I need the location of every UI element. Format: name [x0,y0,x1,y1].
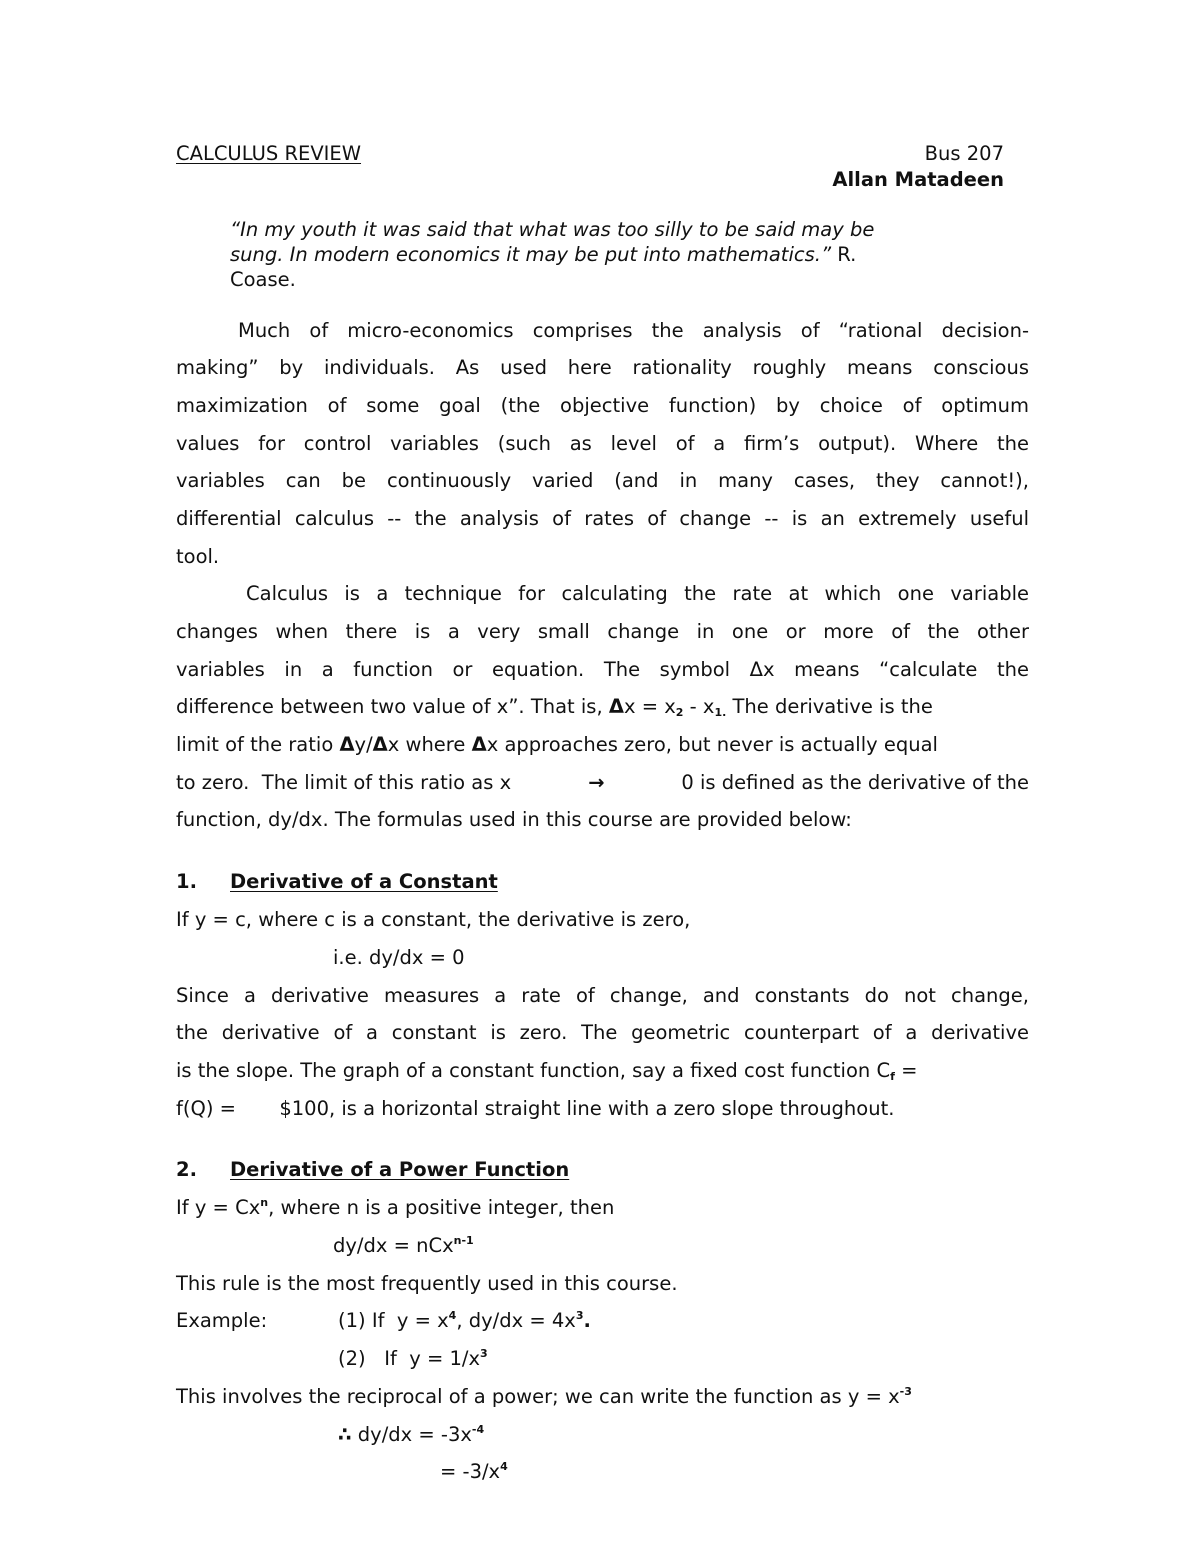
superscript-n-minus-1: n-1 [453,1234,474,1247]
result-line-2-text: = -3/x [440,1460,501,1483]
superscript-minus-4: -4 [471,1423,485,1436]
quote-line-3: Coase. [230,268,296,291]
superscript-n: n [260,1196,269,1209]
section-1-line-2: Since a derivative measures a rate of change, and constants do not change, [176,984,1029,1007]
example-1 [338,1309,591,1333]
delta-symbol: Δ [339,733,355,756]
section-2-line-1 [176,1196,614,1220]
para2-line-5-text-a: limit of the ratio [176,733,334,756]
section-2-line-3-text: This involves the reciprocal of a power; we can write the function as y = x [176,1385,900,1408]
delta-symbol: Δ [471,733,487,756]
superscript-minus-3: -3 [899,1385,912,1398]
para1-line-3: maximization of some goal (the objective function) by choice of optimum [176,394,1029,417]
section-2-number: 2. [176,1158,197,1181]
example-2 [338,1347,488,1371]
section-1-line-4-text-a: is the slope. The graph of a constant function, say a fixed cost function C [176,1059,891,1082]
section-1-number: 1. [176,870,197,893]
subscript-1: 1. [714,706,727,719]
result-line-2 [440,1460,508,1484]
example-1-text-b: , dy/dx = 4x [456,1309,576,1332]
para2-line-7: function, dy/dx. The formulas used in this course are provided below: [176,808,852,831]
section-2-formula [333,1234,474,1258]
right-arrow-icon: → [588,771,605,794]
para2-line-4 [176,695,933,719]
section-2-line-1-text-a: If y = Cx [176,1196,261,1219]
para1-line-6: differential calculus -- the analysis of rates of change -- is an extremely useful [176,507,1029,530]
example-label: Example: [176,1309,268,1332]
para1-line-4: values for control variables (such as level of a firm’s output). Where the [176,432,1029,455]
para2-line-5 [176,733,938,757]
section-1-heading: Derivative of a Constant [230,870,498,893]
para2-line-5-text-c: x where [387,733,466,756]
result-line-1-text: dy/dx = -3x [351,1423,472,1446]
section-1-line-4-text-b: = [894,1059,918,1082]
para1-line-5: variables can be continuously varied (and in many cases, they cannot!), [176,469,1029,492]
subscript-2: 2 [675,706,684,719]
para2-line-2: changes when there is a very small change in one or more of the other [176,620,1029,643]
section-2-heading: Derivative of a Power Function [230,1158,570,1181]
author-name: Allan Matadeen [832,168,1004,191]
para2-line-4-text-b: x = x [623,695,676,718]
para2-line-6-text-b: 0 is defined as the derivative of the [681,771,1029,794]
para2-line-4-text-c: - x [683,695,715,718]
quote-line-1: “In my youth it was said that what was too silly to be said may be [230,218,875,241]
section-1-line-1: If y = c, where c is a constant, the derivative is zero, [176,908,691,931]
section-2-formula-text: dy/dx = nCx [333,1234,454,1257]
superscript-4: 4 [500,1460,508,1473]
para1-line-7: tool. [176,545,220,568]
superscript-4: 4 [448,1309,457,1322]
superscript-3: 3 [480,1347,488,1360]
quote-line-2 [230,243,856,267]
para1-line-2: making” by individuals. As used here rationality roughly means conscious [176,356,1029,379]
subscript-f: f [890,1070,895,1083]
delta-symbol: Δ [608,695,624,718]
para2-line-6-text-a: to zero. The limit of this ratio as x [176,771,512,794]
therefore-icon: ∴ [338,1423,352,1446]
document-title: CALCULUS REVIEW [176,142,362,165]
para1-line-1: Much of micro-economics comprises the analysis of “rational decision- [238,319,1029,342]
example-1-text-a: (1) If y = x [338,1309,449,1332]
quote-line-2-text: sung. In modern economics it may be put into mathematics.” [230,243,832,266]
para2-line-5-text-d: x approaches zero, but never is actually equal [486,733,938,756]
para2-line-1: Calculus is a technique for calculating the rate at which one variable [246,582,1029,605]
section-1-line-5: f(Q) = $100, is a horizontal straight line with a zero slope throughout. [176,1097,895,1120]
para2-line-4-text-a: difference between two value of x”. That is, [176,695,603,718]
section-2-line-3 [176,1385,912,1409]
delta-symbol: Δ [372,733,388,756]
result-line-1 [338,1423,484,1447]
para2-line-4-text-d: The derivative is the [726,695,933,718]
section-1-line-4 [176,1059,917,1083]
section-1-line-3: the derivative of a constant is zero. The geometric counterpart of a derivative [176,1021,1029,1044]
example-2-text: (2) If y = 1/x [338,1347,481,1370]
para2-line-3: variables in a function or equation. The symbol Δx means “calculate the [176,658,1029,681]
superscript-3: 3 [575,1309,584,1322]
section-2-line-1-text-b: , where n is a positive integer, then [268,1196,615,1219]
quote-line-2-tail: R. [831,243,857,266]
course-code: Bus 207 [924,142,1004,165]
para2-line-5-text-b: y/ [354,733,373,756]
example-1-text-c: . [583,1309,591,1332]
para2-line-6 [176,771,1029,795]
section-1-formula: i.e. dy/dx = 0 [333,946,465,969]
section-2-line-2: This rule is the most frequently used in this course. [176,1272,678,1295]
